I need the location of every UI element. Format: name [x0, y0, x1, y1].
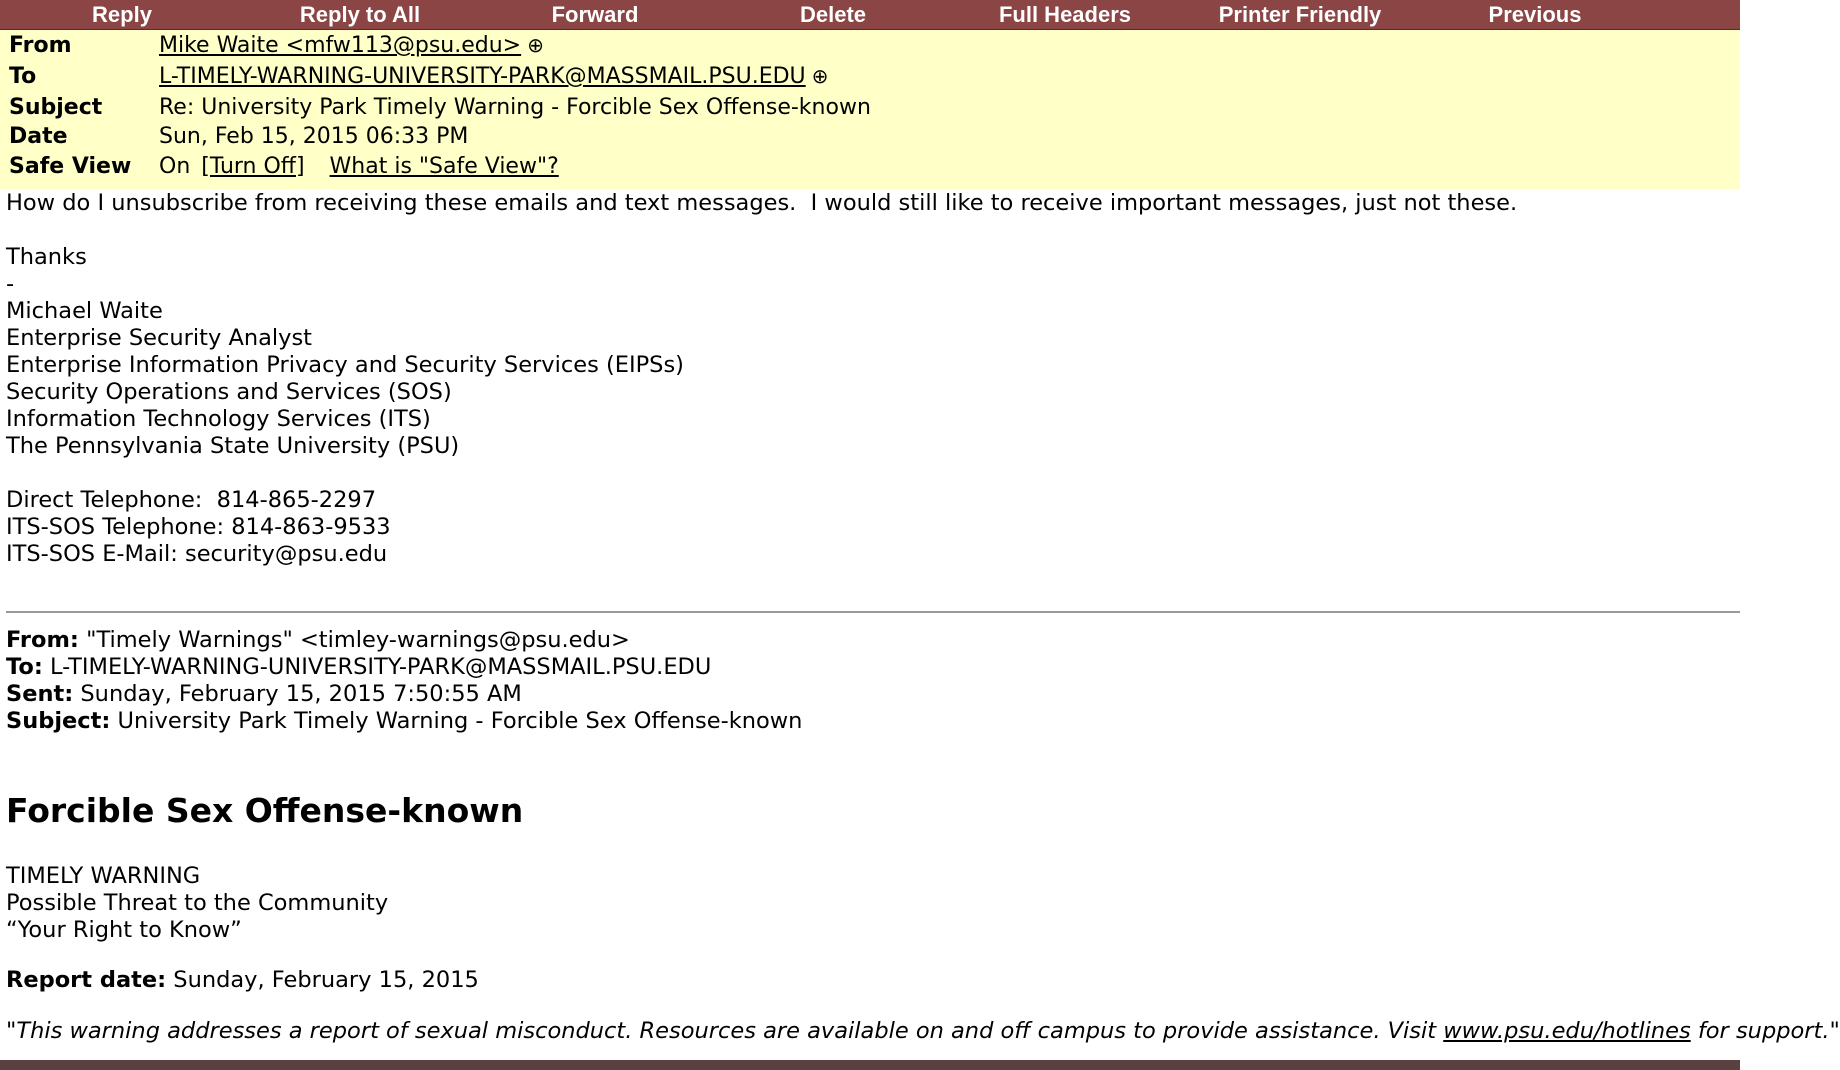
from-label: From — [9, 33, 72, 58]
contact-line: ITS-SOS Telephone: 814-863-9533 — [6, 514, 391, 540]
turn-off-link[interactable]: [Turn Off] — [201, 154, 305, 179]
add-contact-icon[interactable]: ⊕ — [811, 64, 829, 88]
delete-button[interactable]: Delete — [799, 2, 867, 27]
signature-line: Enterprise Security Analyst — [6, 325, 312, 351]
safeview-state: On — [159, 154, 191, 179]
forwarded-headers — [6, 627, 802, 735]
to-label: To — [9, 64, 37, 89]
to-address-link[interactable]: L-TIMELY-WARNING-UNIVERSITY-PARK@MASSMAIL.PSU.EDU — [159, 64, 806, 89]
header-from-row — [0, 30, 1740, 61]
notice-text-before: "This warning addresses a report of sexual misconduct. Resources are available on and off campus to provide assistance. Visit — [6, 1018, 1444, 1044]
fwd-subject-value: University Park Timely Warning - Forcible Sex Offense-known — [110, 708, 803, 734]
thanks-text: Thanks — [6, 244, 87, 270]
divider — [6, 611, 1740, 613]
fwd-from-value: "Timely Warnings" <timley-warnings@psu.edu> — [78, 627, 630, 653]
fwd-sent-value: Sunday, February 15, 2015 7:50:55 AM — [73, 681, 522, 707]
signature-line: Michael Waite — [6, 298, 163, 324]
signature-line: Enterprise Information Privacy and Security Services (EIPSs) — [6, 352, 684, 378]
report-date-value: Sunday, February 15, 2015 — [166, 967, 479, 993]
bottom-toolbar — [0, 1060, 1740, 1070]
header-date-row — [0, 123, 1740, 151]
signature-line: Security Operations and Services (SOS) — [6, 379, 452, 405]
question-text: How do I unsubscribe from receiving these emails and text messages. I would still like to receive important messages, just not these. — [6, 190, 1518, 216]
header-to-row — [0, 61, 1740, 92]
full-headers-button[interactable]: Full Headers — [998, 2, 1132, 27]
date-value: Sun, Feb 15, 2015 06:33 PM — [159, 124, 469, 149]
notice-text-after: for support." — [1690, 1018, 1840, 1044]
signature-line: The Pennsylvania State University (PSU) — [6, 433, 460, 459]
warning-line: TIMELY WARNING — [6, 863, 201, 889]
what-is-safe-view-link[interactable]: What is "Safe View"? — [329, 154, 559, 179]
notice-title: Forcible Sex Offense-known — [6, 791, 524, 830]
previous-button[interactable]: Previous — [1488, 2, 1582, 27]
from-address-link[interactable]: Mike Waite <mfw113@psu.edu> — [159, 33, 522, 58]
fwd-from-label: From: — [6, 627, 79, 653]
warning-line: Possible Threat to the Community — [6, 890, 389, 916]
warning-block — [6, 863, 388, 944]
contact-line: ITS-SOS E-Mail: security@psu.edu — [6, 541, 388, 567]
add-contact-icon[interactable]: ⊕ — [527, 33, 544, 57]
message-body — [6, 190, 1726, 568]
dash-text: - — [6, 271, 15, 297]
reply-all-button[interactable]: Reply to All — [299, 2, 421, 27]
signature-line: Information Technology Services (ITS) — [6, 406, 431, 432]
date-label: Date — [9, 124, 68, 149]
hotlines-link[interactable]: www.psu.edu/hotlines — [1443, 1018, 1691, 1044]
resources-notice — [6, 1018, 1840, 1045]
fwd-to-value: L-TIMELY-WARNING-UNIVERSITY-PARK@MASSMAIL.PSU.EDU — [42, 654, 712, 680]
contact-line: Direct Telephone: 814-865-2297 — [6, 487, 377, 513]
message-headers — [0, 30, 1740, 189]
safeview-label: Safe View — [9, 154, 132, 179]
header-subject-row — [0, 92, 1740, 123]
fwd-sent-label: Sent: — [6, 681, 74, 707]
forward-button[interactable]: Forward — [551, 2, 639, 27]
subject-value: Re: University Park Timely Warning - Forcible Sex Offense-known — [159, 95, 871, 120]
reply-button[interactable]: Reply — [92, 2, 152, 27]
printer-friendly-button[interactable]: Printer Friendly — [1218, 2, 1382, 27]
report-date-label: Report date: — [6, 967, 167, 993]
fwd-subject-label: Subject: — [6, 708, 111, 734]
subject-label: Subject — [9, 95, 103, 120]
warning-line: “Your Right to Know” — [6, 917, 242, 943]
toolbar — [0, 0, 1740, 30]
fwd-to-label: To: — [6, 654, 43, 680]
header-safeview-row — [0, 152, 1740, 182]
report-date — [6, 967, 479, 994]
